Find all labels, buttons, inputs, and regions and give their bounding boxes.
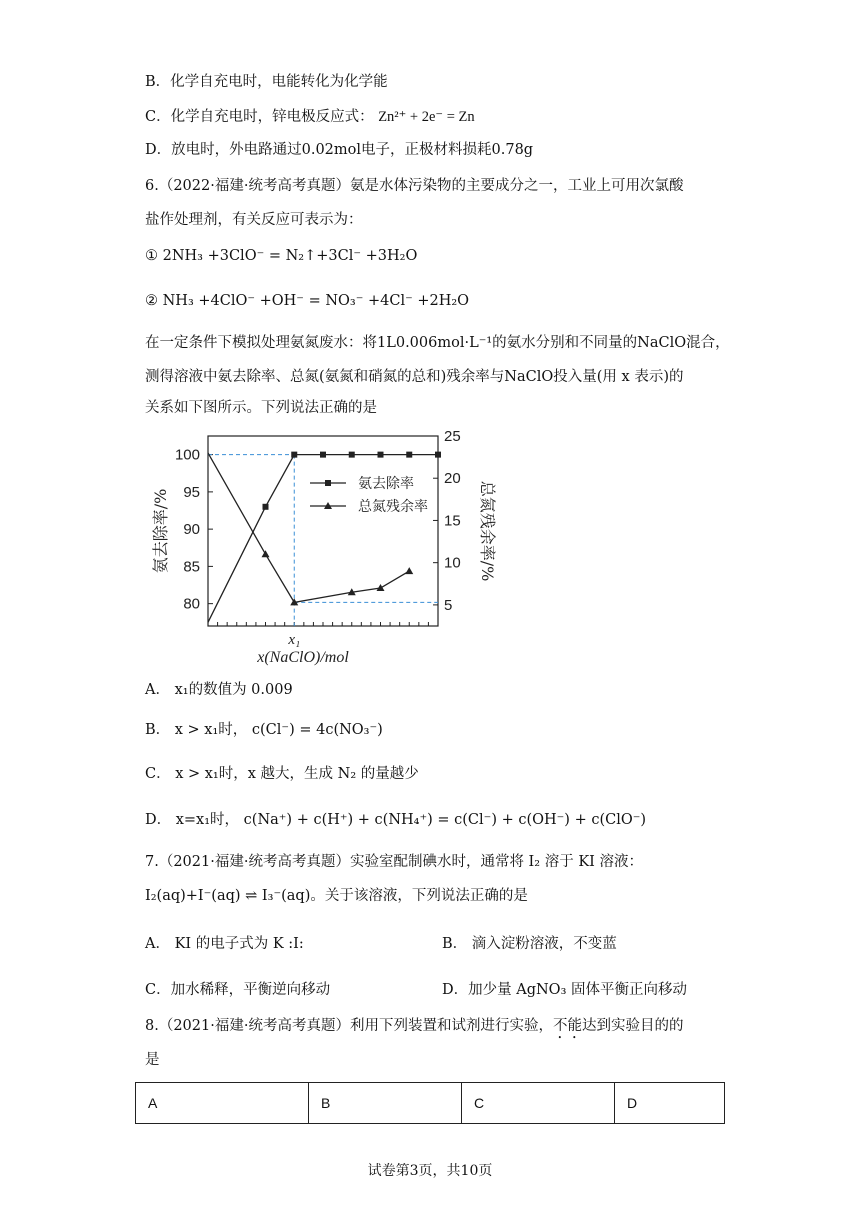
page-footer: 试卷第3页，共10页 [367, 1163, 493, 1179]
q7-option-d: D．加少量 AgNO₃ 固体平衡正向移动 [442, 982, 687, 998]
y-left-tick-label: 95 [183, 483, 200, 501]
y-right-tick-label: 15 [444, 512, 461, 530]
y-left-tick-label: 100 [174, 446, 200, 464]
q6-option-c: C． x > x₁时，x 越大，生成 N₂ 的量越少 [145, 766, 419, 782]
data-point-square [406, 452, 412, 458]
q7-stem-line1: 7.（2021·福建·统考高考真题）实验室配制碘水时，通常将 I₂ 溶于 KI 溶液： [145, 854, 643, 870]
q5-option-c [145, 107, 475, 127]
q6-desc-line3: 关系如下图所示。下列说法正确的是 [145, 400, 377, 416]
data-point-triangle [262, 550, 270, 557]
q8-answer-table [135, 1082, 725, 1124]
data-point-square [378, 452, 384, 458]
data-point-triangle [405, 567, 413, 574]
x-tick-label: x₁ [288, 632, 301, 648]
table-cell-a: A [136, 1083, 309, 1124]
q7-option-c: C．加水稀释，平衡逆向移动 [145, 982, 331, 998]
legend-marker-square [325, 480, 331, 486]
data-point-square [435, 452, 441, 458]
y-left-tick-label: 85 [183, 558, 200, 576]
q6-option-d: D． x=x₁时， c(Na⁺) + c(H⁺) + c(NH₄⁺) = c(Cl⁻) + c(OH⁻) + c(ClO⁻) [145, 812, 647, 828]
q5-option-c-formula: Zn²⁺ + 2e⁻ = Zn [378, 109, 475, 125]
q7-option-a: A． KI 的电子式为 K :I: [145, 936, 304, 952]
legend-label: 总氮残余率 [358, 499, 428, 515]
y-right-tick-label: 25 [444, 428, 461, 445]
y-left-axis-label: 氨去除率/% [151, 488, 170, 574]
ammonia-removal-chart [150, 428, 497, 668]
q8-stem-part1: 8.（2021·福建·统考高考真题）利用下列装置和试剂进行实验， [145, 1018, 553, 1034]
q6-desc-line2: 测得溶液中氨去除率、总氮(氨氮和硝氮的总和)残余率与NaClO投入量(用 x 表示)的 [145, 369, 684, 385]
q8-stem-emphasis: 不能 [552, 1018, 582, 1034]
data-point-square [263, 504, 269, 510]
q6-stem-line1: 6.（2022·福建·统考高考真题）氨是水体污染物的主要成分之一，工业上可用次氯酸 [145, 178, 684, 194]
q5-option-d: D．放电时，外电路通过0.02mol电子，正极材料损耗0.78g [145, 142, 534, 158]
q6-stem-line2: 盐作处理剂，有关反应可表示为： [145, 212, 363, 228]
y-right-axis-label: 总氮残余率/% [478, 480, 497, 582]
q6-desc-line1: 在一定条件下模拟处理氨氮废水：将1L0.006mol·L⁻¹的氨水分别和不同量的NaClO混合， [145, 335, 730, 351]
data-point-square [320, 452, 326, 458]
q8-stem-part2: 达到实验目的的 [581, 1018, 684, 1034]
table-cell-d: D [615, 1083, 725, 1124]
q6-equation-1: ① 2NH₃ +3ClO⁻ = N₂↑+3Cl⁻ +3H₂O [145, 248, 418, 264]
table-cell-b: B [309, 1083, 462, 1124]
table-cell-c: C [462, 1083, 615, 1124]
q8-stem-line1 [145, 1016, 683, 1042]
table-row [136, 1083, 725, 1124]
q6-option-a: A． x₁的数值为 0.009 [145, 682, 293, 698]
q8-stem-line2: 是 [145, 1052, 160, 1068]
q5-option-b: B．化学自充电时，电能转化为化学能 [145, 74, 388, 90]
q6-option-b: B． x > x₁时， c(Cl⁻) = 4c(NO₃⁻) [145, 722, 383, 738]
q7-option-b: B． 滴入淀粉溶液，不变蓝 [442, 936, 617, 952]
q7-stem-line2: I₂(aq)+I⁻(aq) ⇌ I₃⁻(aq)。关于该溶液，下列说法正确的是 [145, 888, 528, 904]
x-axis-label: x(NaClO)/mol [257, 649, 349, 666]
y-left-tick-label: 90 [183, 521, 200, 539]
y-right-tick-label: 5 [444, 596, 453, 614]
y-left-tick-label: 80 [183, 595, 200, 613]
y-right-tick-label: 20 [444, 470, 461, 488]
y-right-tick-label: 10 [444, 554, 461, 572]
q6-equation-2: ② NH₃ +4ClO⁻ +OH⁻ = NO₃⁻ +4Cl⁻ +2H₂O [145, 293, 470, 309]
data-point-triangle [377, 584, 385, 591]
legend-label: 氨去除率 [358, 476, 414, 492]
data-point-square [291, 452, 297, 458]
q5-option-c-text: C．化学自充电时，锌电极反应式： [145, 109, 374, 125]
data-point-square [349, 452, 355, 458]
